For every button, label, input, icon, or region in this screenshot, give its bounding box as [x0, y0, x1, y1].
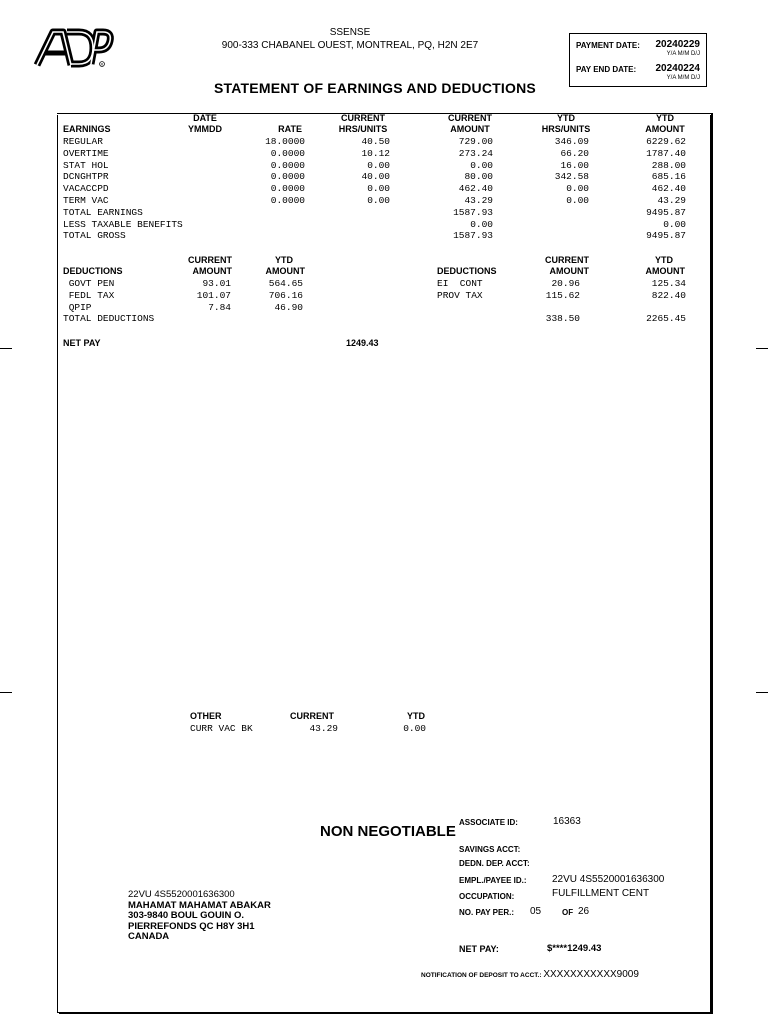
deduction-current: 93.01 [202, 278, 231, 289]
rate-header: RATE [278, 124, 302, 134]
deduction-ytd: 46.90 [274, 301, 303, 313]
company-header [200, 26, 500, 52]
fold-mark [0, 348, 12, 349]
other-current-header: CURRENT [290, 711, 334, 721]
earning-ytd-amount: 9495.87 [646, 230, 686, 242]
earning-current-amount: 43.29 [464, 195, 493, 206]
earning-ytd-amount: 288.00 [651, 159, 686, 171]
earnings-row [63, 219, 693, 231]
stub-net-pay-label: NET PAY: [459, 944, 499, 954]
ded-right-current-header: CURRENT AMOUNT [545, 255, 589, 276]
earning-name: LESS TAXABLE BENEFITS [63, 218, 183, 230]
earning-ytd-hrs: 342.58 [554, 171, 589, 183]
stub-net-pay-value: $****1249.43 [547, 943, 602, 954]
date-header: DATE YMMDD [188, 113, 222, 134]
earning-name: TOTAL GROSS [63, 230, 126, 242]
deduction-row [437, 290, 692, 302]
svg-text:R: R [100, 62, 104, 67]
earning-current-amount: 1587.93 [453, 230, 493, 242]
fold-mark [0, 692, 12, 693]
ded-left-current-header: CURRENT AMOUNT [188, 255, 232, 276]
earning-rate: 18.0000 [265, 136, 305, 147]
deduction-name: PROV TAX [437, 289, 483, 301]
earning-ytd-amount: 43.29 [657, 195, 686, 206]
earning-current-hrs: 40.50 [361, 136, 390, 147]
earning-current-amount: 0.00 [470, 218, 493, 230]
earning-ytd-amount: 1787.40 [646, 147, 686, 159]
net-pay-value: 1249.43 [346, 338, 379, 348]
deductions-right-header: DEDUCTIONS [437, 266, 497, 276]
earning-ytd-amount: 462.40 [651, 183, 686, 195]
earning-current-amount: 0.00 [470, 159, 493, 171]
deduction-row [437, 278, 692, 290]
earnings-row [63, 148, 693, 160]
earnings-row [63, 136, 693, 148]
deduction-current: 115.62 [545, 289, 580, 301]
frame-shadow-right [711, 113, 713, 1014]
pay-period-value: 05 [530, 906, 542, 917]
earning-name: TERM VAC [63, 195, 109, 206]
earning-ytd-amount: 0.00 [663, 218, 686, 230]
earnings-row [63, 171, 693, 183]
earning-current-hrs: 0.00 [367, 183, 390, 195]
deposit-notification-label: NOTIFICATION OF DEPOSIT TO ACCT.: [421, 972, 542, 979]
earning-name: VACACCPD [63, 183, 109, 195]
current-amount-header: CURRENT AMOUNT [448, 113, 492, 134]
frame-shadow-bottom [59, 1012, 713, 1014]
earnings-row [63, 230, 693, 242]
occupation-label: OCCUPATION: [459, 892, 515, 901]
deduction-name: EI CONT [437, 278, 483, 289]
earning-current-amount: 1587.93 [453, 206, 493, 218]
earning-ytd-amount: 685.16 [651, 171, 686, 183]
earnings-header: EARNINGS [63, 124, 111, 134]
empl-payee-id-value: 22VU 4S5520001636300 [552, 874, 665, 885]
deduction-current: 20.96 [551, 278, 580, 289]
address-line-country: CANADA [128, 931, 170, 942]
deduction-current: 7.84 [208, 301, 231, 313]
pay-end-date-format: Y/A M/M D/J [666, 75, 700, 81]
deduction-name: GOVT PEN [63, 278, 115, 289]
total-deductions-label: TOTAL DEDUCTIONS [63, 313, 155, 324]
earnings-row [63, 160, 693, 172]
deduction-name: QPIP [63, 301, 92, 313]
deductions-left-header: DEDUCTIONS [63, 266, 123, 276]
other-header: OTHER [190, 711, 222, 721]
company-name: SSENSE [329, 27, 371, 38]
total-deductions-current: 338.50 [545, 313, 580, 324]
earning-current-amount: 80.00 [464, 171, 493, 183]
earning-rate: 0.0000 [270, 195, 305, 206]
earning-ytd-hrs: 66.20 [560, 147, 589, 159]
deduction-row [63, 302, 323, 314]
payment-date-format: Y/A M/M D/J [666, 51, 700, 57]
earning-current-hrs: 0.00 [367, 195, 390, 206]
deduction-row [63, 290, 323, 302]
deposit-notification-account: XXXXXXXXXXX9009 [543, 969, 639, 980]
earning-ytd-amount: 6229.62 [646, 136, 686, 147]
deduction-name: FEDL TAX [63, 289, 115, 301]
earning-rate: 0.0000 [270, 159, 305, 171]
earning-rate: 0.0000 [270, 183, 305, 195]
earning-current-hrs: 40.00 [361, 171, 390, 183]
earnings-row [63, 207, 693, 219]
deduction-current: 101.07 [196, 289, 231, 301]
company-address: 900-333 CHABANEL OUEST, MONTREAL, PQ, H2N 2E7 [221, 40, 479, 51]
deduction-row [63, 278, 323, 290]
ded-right-ytd-header: YTD AMOUNT [645, 255, 685, 276]
other-ytd-header: YTD [407, 711, 425, 721]
occupation-value: FULFILLMENT CENT [552, 888, 650, 899]
address-line-code: 22VU 4S5520001636300 [128, 889, 235, 900]
deposit-notification [421, 969, 639, 980]
other-item-current: 43.29 [309, 723, 338, 734]
mailing-address [128, 890, 271, 943]
pay-period-label: NO. PAY PER.: [459, 908, 514, 917]
fold-mark [756, 692, 768, 693]
earnings-row [63, 183, 693, 195]
associate-id-value: 16363 [553, 816, 581, 827]
net-pay-label: NET PAY [63, 338, 101, 348]
earning-ytd-hrs: 0.00 [566, 195, 589, 206]
earning-ytd-amount: 9495.87 [646, 206, 686, 218]
pay-end-date-value: 20240224 [655, 63, 700, 74]
ytd-hrs-header: YTD HRS/UNITS [541, 113, 591, 134]
date-box [569, 33, 707, 87]
deduction-ytd: 822.40 [651, 289, 686, 301]
earning-rate: 0.0000 [270, 171, 305, 183]
earning-ytd-hrs: 16.00 [560, 159, 589, 171]
non-negotiable-label: NON NEGOTIABLE [320, 823, 456, 840]
earning-name: DCNGHTPR [63, 171, 109, 183]
address-line-city: PIERREFONDS QC H8Y 3H1 [128, 920, 255, 932]
earning-name: OVERTIME [63, 147, 109, 159]
deduction-ytd: 564.65 [268, 278, 303, 289]
earning-current-amount: 729.00 [458, 136, 493, 147]
other-item-name: CURR VAC BK [190, 723, 253, 734]
earning-name: TOTAL EARNINGS [63, 206, 143, 218]
pay-end-date-label: PAY END DATE: [576, 65, 637, 74]
earning-ytd-hrs: 346.09 [554, 136, 589, 147]
fold-mark [756, 348, 768, 349]
ytd-amount-header: YTD AMOUNT [645, 113, 685, 134]
earning-name: STAT HOL [63, 159, 109, 171]
other-item-ytd: 0.00 [403, 723, 426, 734]
empl-payee-id-label: EMPL./PAYEE ID.: [459, 876, 527, 885]
earning-ytd-hrs: 0.00 [566, 183, 589, 195]
payment-date-value: 20240229 [655, 39, 700, 50]
dedn-dep-acct-label: DEDN. DEP. ACCT: [459, 859, 530, 868]
ded-left-ytd-header: YTD AMOUNT [265, 255, 305, 276]
current-hrs-header: CURRENT HRS/UNITS [338, 113, 388, 134]
deduction-ytd: 125.34 [651, 278, 686, 289]
earning-current-hrs: 10.12 [361, 147, 390, 159]
earning-current-hrs: 0.00 [367, 159, 390, 171]
associate-id-label: ASSOCIATE ID: [459, 818, 518, 827]
earnings-row [63, 195, 693, 207]
deduction-ytd: 706.16 [268, 289, 303, 301]
earning-current-amount: 273.24 [458, 147, 493, 159]
earning-name: REGULAR [63, 136, 103, 147]
payment-date-label: PAYMENT DATE: [576, 41, 640, 50]
savings-acct-label: SAVINGS ACCT: [459, 845, 521, 854]
pay-period-total: 26 [578, 906, 590, 917]
total-deductions-ytd: 2265.45 [646, 313, 686, 324]
address-line-street: 303-9840 BOUL GOUIN O. [128, 910, 244, 921]
earning-current-amount: 462.40 [458, 183, 493, 195]
statement-title: STATEMENT OF EARNINGS AND DEDUCTIONS [214, 80, 536, 96]
pay-period-of: OF [562, 908, 574, 917]
earning-rate: 0.0000 [270, 147, 305, 159]
address-line-name: MAHAMAT MAHAMAT ABAKAR [128, 899, 271, 911]
adp-logo [33, 27, 115, 69]
